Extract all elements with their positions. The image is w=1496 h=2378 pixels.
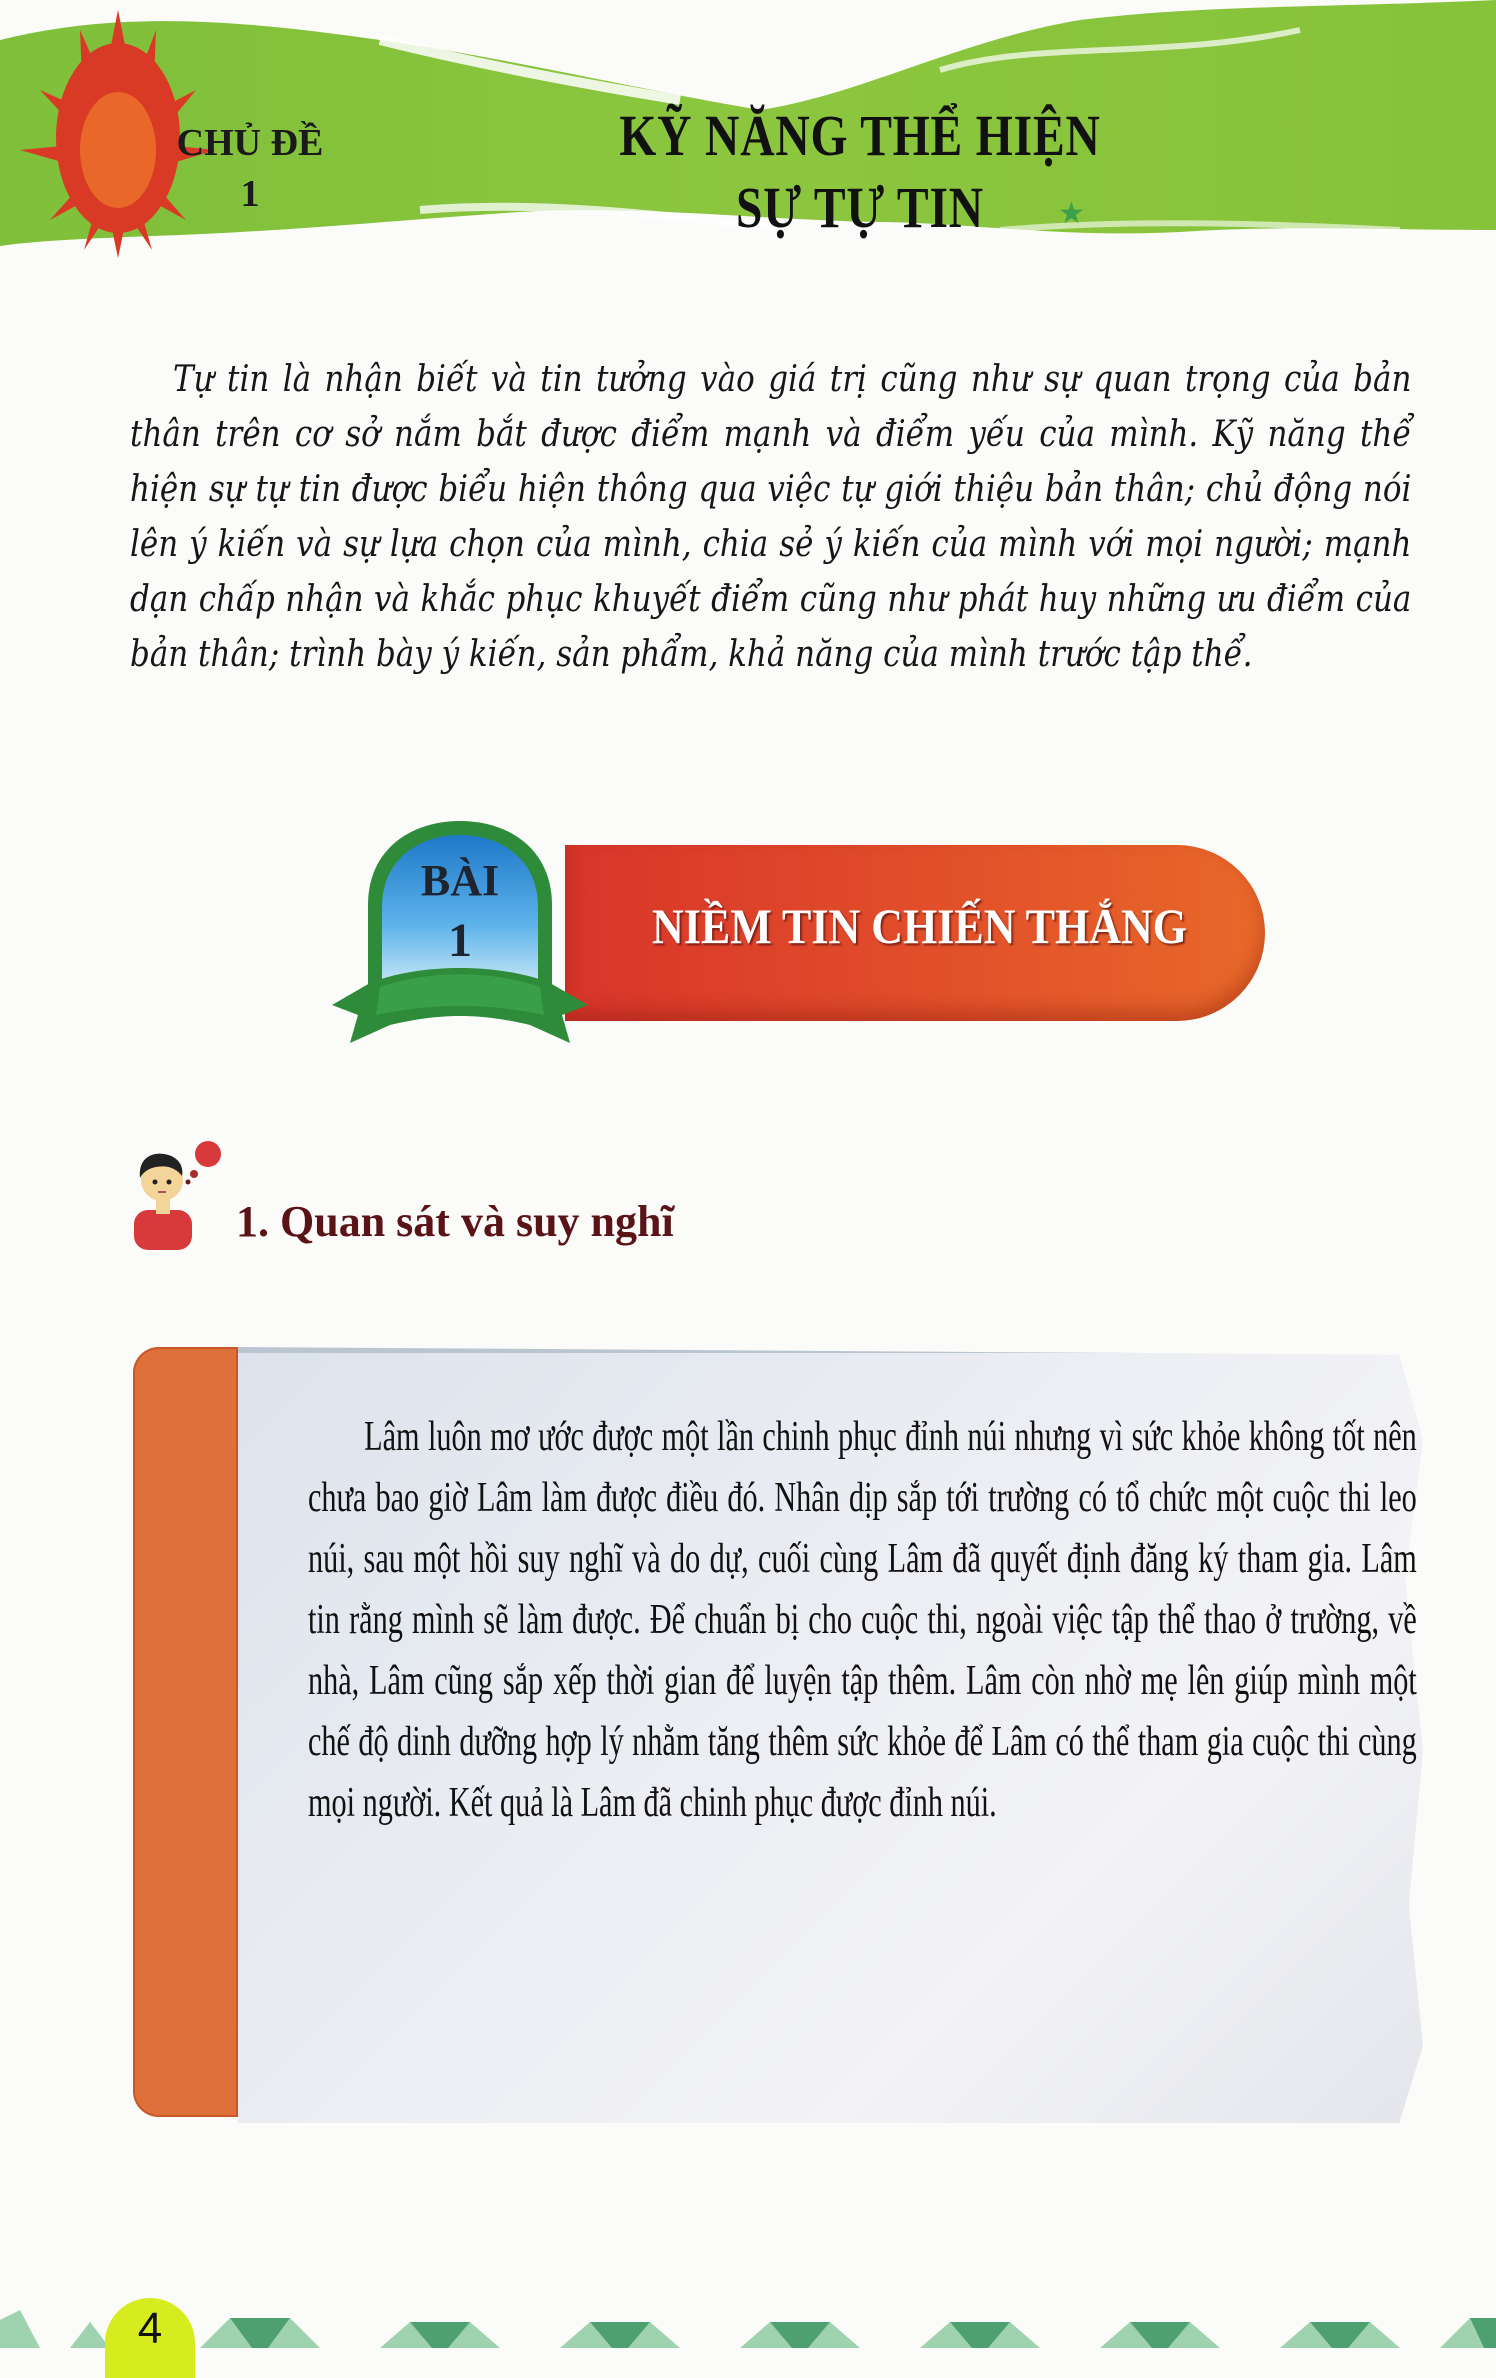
story-box	[133, 1347, 1423, 2117]
topic-label: CHỦ ĐỀ	[176, 122, 324, 164]
section-heading: 1. Quan sát và suy nghĩ	[236, 1197, 674, 1246]
story-text: Lâm luôn mơ ước được một lần chinh phục đỉnh núi nhưng vì sức khỏe không tốt nên chưa bao giờ Lâm làm được điều đó. Nhân dịp sắp tới trường có tổ chức một cuộc thi leo núi, sau một hồi suy nghĩ và do dự, cuối cùng Lâm đã quyết định đăng ký tham gia. Lâm tin rằng mình sẽ làm được. Để chuẩn bị cho cuộc thi, ngoài việc tập thể thao ở trường, về nhà, Lâm cũng sắp xếp thời gian để luyện tập thêm. Lâm còn nhờ mẹ lên giúp mình một chế độ dinh dưỡng hợp lý nhằm tăng thêm sức khỏe để Lâm có thể tham gia cuộc thi cùng mọi người. Kết quả là Lâm đã chinh phục được đỉnh núi.	[308, 1414, 1417, 1826]
intro-text: Tự tin là nhận biết và tin tưởng vào giá trị cũng như sự quan trọng của bản thân trên cơ sở nắm bắt được điểm mạnh và điểm yếu của mình. Kỹ năng thể hiện sự tự tin được biểu hiện thông qua việc tự giới thiệu bản thân; chủ động nói lên ý kiến và sự lựa chọn của mình, chia sẻ ý kiến của mình với mọi người; mạnh dạn chấp nhận và khắc phục khuyết điểm cũng như phát huy những ưu điểm của bản thân; trình bày ý kiến, sản phẩm, khả năng của mình trước tập thể.	[130, 359, 1412, 675]
page-footer	[0, 2290, 1496, 2353]
lesson-banner	[330, 815, 1280, 1045]
lesson-number: 1	[448, 914, 472, 967]
topic-number: 1	[240, 173, 260, 215]
story-text-block	[308, 1407, 1417, 1834]
star-icon: ★	[1058, 197, 1085, 230]
footer-decoration	[0, 2290, 1496, 2348]
intro-paragraph	[130, 352, 1411, 682]
chapter-banner	[0, 0, 1496, 300]
chapter-title-line2: SỰ TỰ TIN	[736, 175, 984, 240]
page-number: 4	[137, 2304, 163, 2353]
thinking-person-icon	[128, 1140, 228, 1250]
chapter-title	[614, 100, 1106, 244]
chapter-title-line1: KỸ NĂNG THỂ HIỆN	[619, 103, 1101, 168]
lesson-label: BÀI	[420, 856, 500, 905]
lesson-title: NIỀM TIN CHIẾN THẮNG	[652, 898, 1188, 954]
story-box-tab	[133, 1347, 238, 2117]
